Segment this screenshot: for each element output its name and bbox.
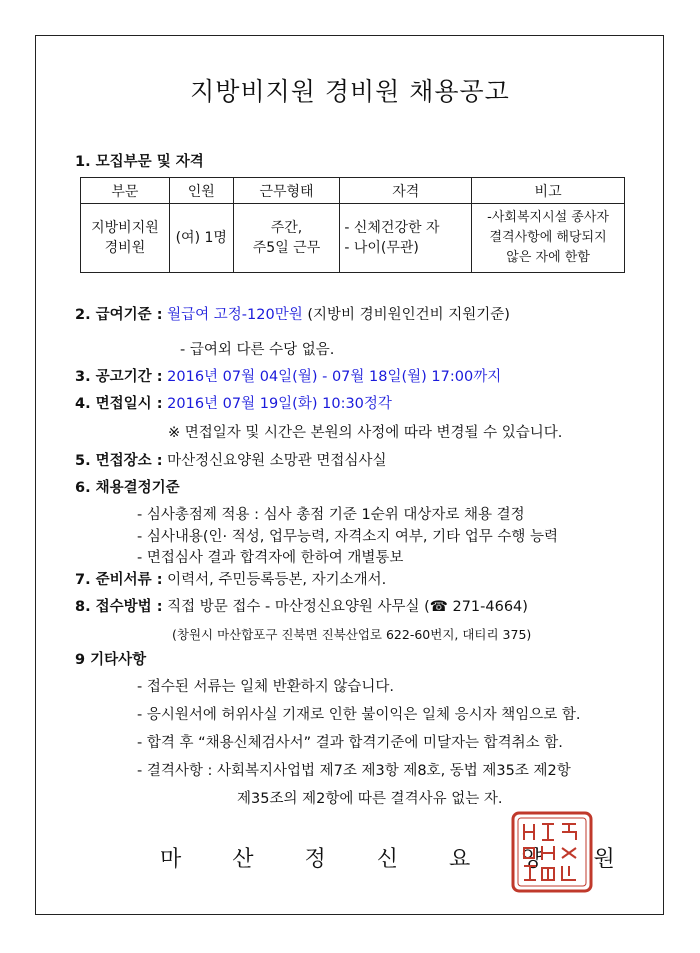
misc-item: - 결격사항 : 사회복지사업법 제7조 제3항 제8호, 동법 제35조 제2항	[137, 763, 571, 779]
salary-value: 월급여 고정-120만원	[167, 307, 303, 323]
remarks-line: 결격사항에 해당되지	[489, 230, 607, 245]
cell-work-type	[233, 204, 340, 273]
salary-sub-note: - 급여외 다른 수당 없음.	[180, 342, 335, 358]
section3-line	[75, 368, 501, 386]
section7-line	[75, 571, 386, 589]
section3-label: 3. 공고기간 :	[75, 369, 163, 385]
posting-period: 2016년 07월 04일(월) - 07월 18일(월) 17:00까지	[167, 369, 502, 385]
page-title: 지방비지원 경비원 채용공고	[190, 77, 510, 106]
qualification-line: - 나이(무관)	[344, 240, 419, 256]
criteria-item: - 심사총점제 적용 : 심사 총점 기준 1순위 대상자로 채용 결정	[137, 507, 525, 523]
official-seal-icon	[510, 810, 594, 894]
section5-label: 5. 면접장소 :	[75, 453, 163, 469]
table-header: 인원	[169, 178, 233, 204]
remarks-line: -사회복지시설 종사자	[487, 210, 609, 225]
section5-line	[75, 452, 386, 470]
section4-label: 4. 면접일시 :	[75, 396, 163, 412]
cell-count: (여) 1명	[169, 204, 233, 273]
interview-change-note: ※ 면접일자 및 시간은 본원의 사정에 따라 변경될 수 있습니다.	[168, 425, 563, 441]
section2-label: 2. 급여기준 :	[75, 307, 163, 323]
section6-heading: 6. 채용결정기준	[75, 480, 180, 496]
address: (창원시 마산합포구 진북면 진북산업로 622-60번지, 대티리 375)	[172, 627, 532, 642]
interview-place: 마산정신요양원 소망관 면접심사실	[167, 453, 387, 469]
qualification-line: - 신체건강한 자	[344, 220, 440, 236]
section2-line	[75, 306, 510, 324]
misc-item: - 합격 후 “채용신체검사서” 결과 합격기준에 미달자는 합격취소 함.	[137, 735, 563, 751]
cell-qualification	[340, 204, 472, 273]
table-row	[81, 204, 625, 273]
application-method: 직접 방문 접수 - 마산정신요양원 사무실 (☎ 271-4664)	[167, 599, 528, 615]
table-header: 근무형태	[233, 178, 340, 204]
section8-line	[75, 598, 528, 616]
misc-item: 제35조의 제2항에 따른 결격사유 없는 자.	[237, 791, 503, 807]
interview-datetime: 2016년 07월 19일(화) 10:30정각	[167, 396, 392, 412]
table-header: 비고	[472, 178, 625, 204]
department-line: 지방비지원	[91, 220, 159, 236]
criteria-item: - 심사내용(인· 적성, 업무능력, 자격소지 여부, 기타 업무 수행 능력	[137, 529, 558, 545]
work-type-line: 주5일 근무	[252, 240, 321, 256]
work-type-line: 주간,	[270, 220, 303, 236]
section8-label: 8. 접수방법 :	[75, 599, 163, 615]
table-header: 자격	[340, 178, 472, 204]
section4-line	[75, 395, 392, 413]
cell-department	[81, 204, 170, 273]
misc-item: - 접수된 서류는 일체 반환하지 않습니다.	[137, 679, 394, 695]
misc-item: - 응시원서에 허위사실 기재로 인한 불이익은 일체 응시자 책임으로 함.	[137, 707, 581, 723]
remarks-line: 않은 자에 한함	[506, 250, 590, 265]
organization-name: 마 산 정 신 요 양 원	[160, 847, 637, 872]
department-line: 경비원	[104, 240, 146, 256]
table-header-row	[81, 178, 625, 204]
section9-heading: 9 기타사항	[75, 652, 147, 668]
criteria-item: - 면접심사 결과 합격자에 한하여 개별통보	[137, 550, 404, 566]
section7-label: 7. 준비서류 :	[75, 572, 163, 588]
section1-heading: 1. 모집부문 및 자격	[75, 154, 204, 170]
salary-note: (지방비 경비원인건비 지원기준)	[307, 307, 510, 323]
documents-required: 이력서, 주민등록등본, 자기소개서.	[167, 572, 387, 588]
recruit-table	[80, 177, 625, 273]
table-header: 부문	[81, 178, 170, 204]
cell-remarks	[472, 204, 625, 273]
